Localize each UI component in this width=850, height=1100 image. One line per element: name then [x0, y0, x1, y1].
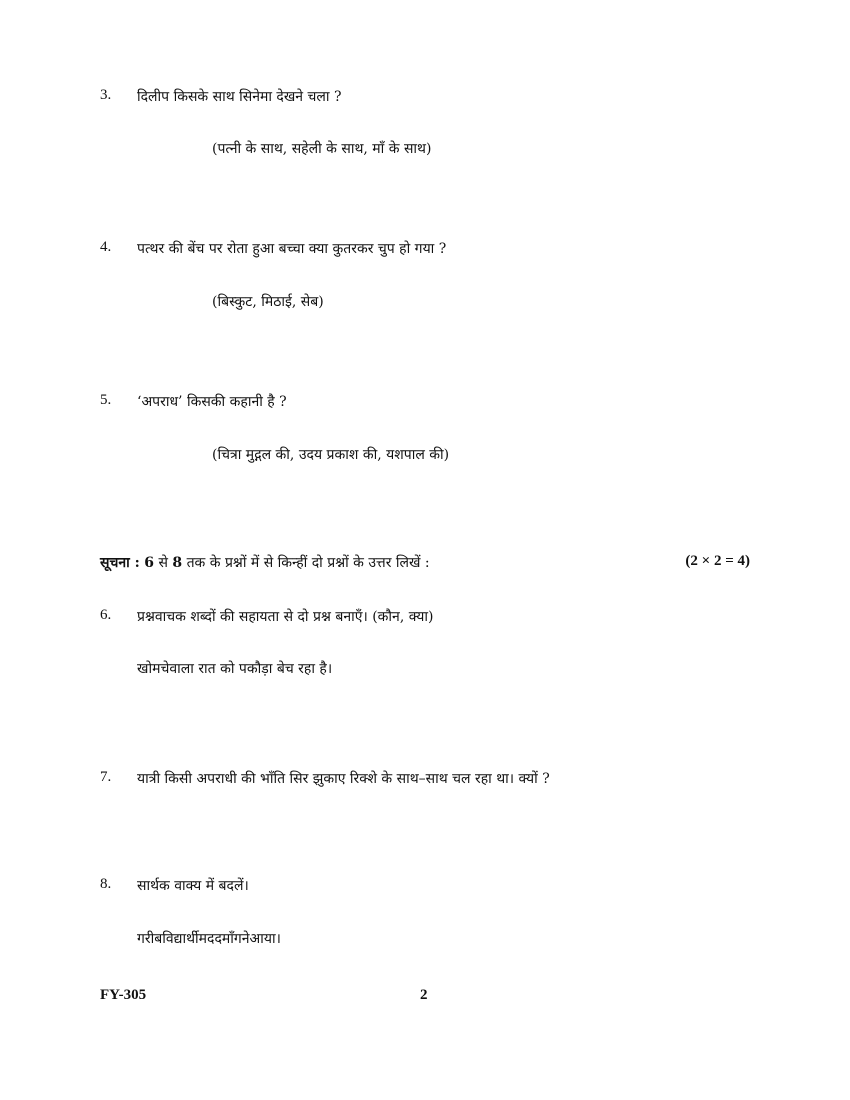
footer-course-code: FY-305	[100, 987, 147, 1003]
question-8-sentence: गरीबविद्यार्थीमददमाँगनेआया।	[137, 931, 281, 947]
footer-page-number: 2	[420, 987, 428, 1003]
question-7-number: 7.	[100, 769, 112, 785]
instruction-range-to: 8	[172, 555, 183, 571]
question-4-options: (बिस्कुट, मिठाई, सेब)	[212, 294, 324, 310]
instruction-text: तक के प्रश्नों में से किन्हीं दो प्रश्नों के उत्तर लिखें :	[186, 555, 430, 571]
question-5-options: (चित्रा मुद्गल की, उदय प्रकाश की, यशपाल की)	[212, 447, 450, 463]
question-3-text: दिलीप किसके साथ सिनेमा देखने चला ?	[137, 89, 342, 105]
question-5-number: 5.	[100, 392, 112, 408]
instruction-label: सूचना :	[100, 555, 140, 571]
question-5-text: ‘अपराध’ किसकी कहानी है ?	[137, 394, 287, 410]
instruction-mid: से	[158, 555, 168, 571]
question-8-number: 8.	[100, 876, 112, 892]
question-6-number: 6.	[100, 607, 112, 623]
question-7-text: यात्री किसी अपराधी की भाँति सिर झुकाए रिक्शे के साथ–साथ चल रहा था। क्यों ?	[137, 771, 550, 787]
question-6-sentence: खोमचेवाला रात को पकौड़ा बेच रहा है।	[137, 661, 333, 677]
question-4-text: पत्थर की बेंच पर रोता हुआ बच्चा क्या कुतरकर चुप हो गया ?	[137, 241, 447, 257]
question-3-options: (पत्नी के साथ, सहेली के साथ, माँ के साथ)	[212, 141, 432, 157]
section-instruction	[100, 553, 430, 572]
section-marks: (2 × 2 = 4)	[685, 553, 750, 569]
instruction-range-from: 6	[144, 555, 154, 571]
question-8-text: सार्थक वाक्य में बदलें।	[137, 878, 249, 894]
question-3-number: 3.	[100, 87, 112, 103]
question-4-number: 4.	[100, 239, 112, 255]
question-6-text: प्रश्नवाचक शब्दों की सहायता से दो प्रश्न बनाएँ। (कौन, क्या)	[137, 609, 434, 625]
